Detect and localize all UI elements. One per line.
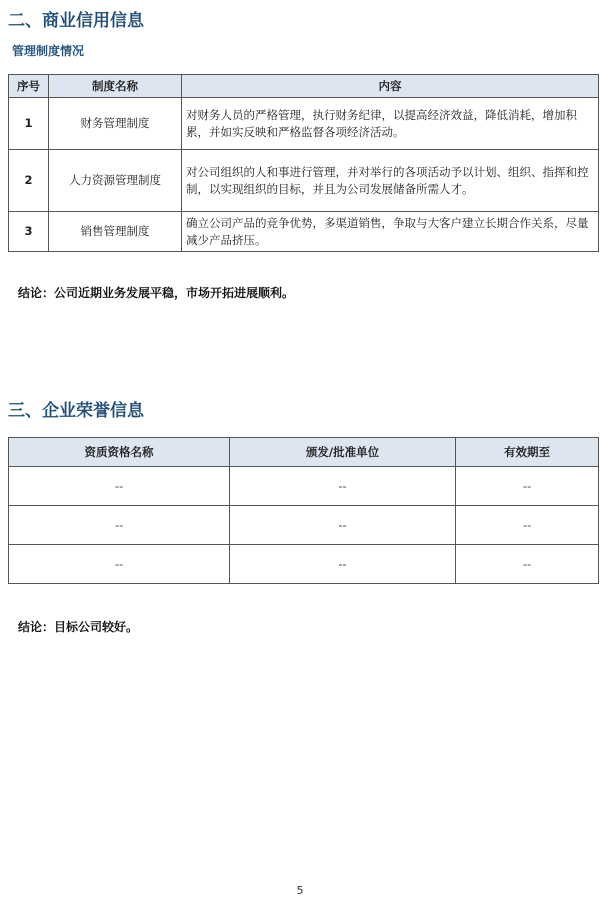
header-no: 序号 <box>9 75 49 98</box>
cell-qualification: -- <box>9 506 230 545</box>
section2-subtitle: 管理制度情况 <box>12 44 85 58</box>
honor-table <box>8 437 599 584</box>
page-number: 5 <box>296 884 304 897</box>
cell-qualification: -- <box>9 467 230 506</box>
cell-issuer: -- <box>230 506 456 545</box>
row-no: 1 <box>9 98 49 150</box>
table-header-row <box>9 75 599 98</box>
section2-title: 二、商业信用信息 <box>8 11 144 31</box>
row-content: 对公司组织的人和事进行管理，并对举行的各项活动予以计划、组织、指挥和控制，以实现组织的目标，并且为公司发展储备所需人才。 <box>182 150 599 212</box>
section2-conclusion: 结论：公司近期业务发展平稳，市场开拓进展顺利。 <box>18 286 295 300</box>
cell-issuer: -- <box>230 545 456 584</box>
section3-conclusion: 结论：目标公司较好。 <box>18 620 139 634</box>
cell-valid-until: -- <box>456 467 599 506</box>
cell-qualification: -- <box>9 545 230 584</box>
row-name: 销售管理制度 <box>49 212 182 252</box>
header-valid-until: 有效期至 <box>456 438 599 467</box>
table-row <box>9 506 599 545</box>
cell-valid-until: -- <box>456 545 599 584</box>
row-content: 对财务人员的严格管理，执行财务纪律，以提高经济效益，降低消耗，增加积累，并如实反映和严格监督各项经济活动。 <box>182 98 599 150</box>
table-row <box>9 212 599 252</box>
table-row <box>9 467 599 506</box>
cell-issuer: -- <box>230 467 456 506</box>
header-issuer: 颁发/批准单位 <box>230 438 456 467</box>
row-name: 财务管理制度 <box>49 98 182 150</box>
table-row <box>9 150 599 212</box>
header-content: 内容 <box>182 75 599 98</box>
header-name: 制度名称 <box>49 75 182 98</box>
table-row <box>9 98 599 150</box>
row-no: 3 <box>9 212 49 252</box>
header-qualification: 资质资格名称 <box>9 438 230 467</box>
section3-title: 三、企业荣誉信息 <box>8 401 144 421</box>
row-content: 确立公司产品的竞争优势，多渠道销售，争取与大客户建立长期合作关系，尽量减少产品挤压。 <box>182 212 599 252</box>
row-no: 2 <box>9 150 49 212</box>
management-system-table <box>8 74 599 252</box>
cell-valid-until: -- <box>456 506 599 545</box>
table-header-row <box>9 438 599 467</box>
row-name: 人力资源管理制度 <box>49 150 182 212</box>
table-row <box>9 545 599 584</box>
